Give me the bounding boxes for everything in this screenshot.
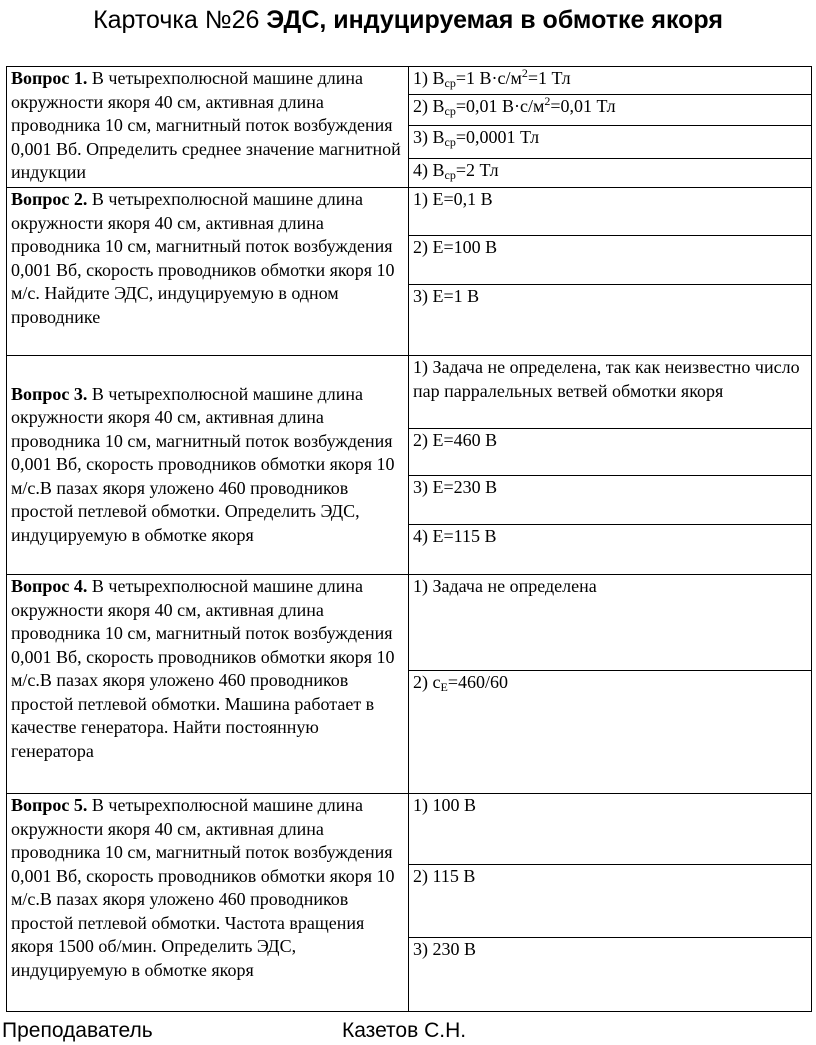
answer-option[interactable]: 1) 100 В — [409, 794, 812, 865]
answer-option[interactable]: 2) $B_{ср}=0,01$ $В\cdot с/м^2=0,01$ Тл — [409, 95, 812, 126]
question-label: Вопрос 1. — [11, 68, 88, 88]
teacher-role-label: Преподаватель — [2, 1019, 153, 1042]
answer-option[interactable]: 4) $B_{ср}=2$ Тл — [409, 159, 812, 188]
question-text: В четырехполюсной машине длина окружности якоря 40 см, активная длина проводника 10 см, магнитный поток возбуждения 0,001 Вб, скорость проводников обмотки якоря 10 м/с.В пазах якоря уложено 460 проводников простой петлевой обмотки. Частота вращения якоря 1500 об/мин. Определить ЭДС, индуцируемую в обмотке якоря — [11, 795, 395, 980]
question-label: Вопрос 4. — [11, 576, 88, 596]
answer-option[interactable]: 2) $c_E=460/60$ — [409, 671, 812, 794]
question-cell — [7, 67, 409, 188]
table-row — [7, 794, 812, 865]
answer-option[interactable]: 1) $B_{ср}=1$ $В\cdot с/м^2=1$ Тл — [409, 67, 812, 95]
question-label: Вопрос 5. — [11, 795, 88, 815]
answer-option[interactable]: 1) Задача не определена — [409, 575, 812, 671]
answer-option[interactable]: 1) Задача не определена, так как неизвестно число пар парралельных ветвей обмотки якоря — [409, 356, 812, 429]
question-table — [6, 66, 812, 1012]
question-text: В четырехполюсной машине длина окружности якоря 40 см, активная длина проводника 10 см, магнитный поток возбуждения 0,001 Вб, скорость проводников обмотки якоря 10 м/с. Найдите ЭДС, индуцируемую в одном проводнике — [11, 189, 395, 327]
answer-option[interactable]: 2) 115 В — [409, 865, 812, 938]
title-topic: ЭДС, индуцируемая в обмотке якоря — [266, 6, 723, 34]
question-cell — [7, 575, 409, 794]
question-label: Вопрос 2. — [11, 189, 88, 209]
title-prefix: Карточка №26 — [93, 6, 267, 34]
table-row — [7, 356, 812, 429]
answer-option[interactable]: 3) E=1 B — [409, 285, 812, 356]
question-text: В четырехполюсной машине длина окружности якоря 40 см, активная длина проводника 10 см, магнитный поток возбуждения 0,001 Вб, скорость проводников обмотки якоря 10 м/с.В пазах якоря уложено 460 проводников простой петлевой обмотки. Определить ЭДС, индуцируемую в обмотке якоря — [11, 383, 395, 545]
answer-option[interactable]: 2) E=100 B — [409, 236, 812, 285]
question-cell — [7, 356, 409, 575]
question-cell — [7, 188, 409, 356]
answer-option[interactable]: 3) 230 В — [409, 938, 812, 1012]
answer-option[interactable]: 3) $B_{ср}=0,0001$ Тл — [409, 126, 812, 159]
answer-option[interactable]: 3) E=230 B — [409, 476, 812, 525]
table-row — [7, 575, 812, 671]
question-text: В четырехполюсной машине длина окружности якоря 40 см, активная длина проводника 10 см, магнитный поток возбуждения 0,001 Вб, скорость проводников обмотки якоря 10 м/с.В пазах якоря уложено 460 проводников простой петлевой обмотки. Машина работает в качестве генератора. Найти постоянную генератора — [11, 576, 395, 761]
teacher-name: Казетов С.Н. — [342, 1019, 467, 1042]
table-row — [7, 67, 812, 95]
answer-option[interactable]: 1) E=0,1 B — [409, 188, 812, 236]
question-label: Вопрос 3. — [11, 383, 88, 404]
table-row — [7, 188, 812, 236]
answer-option[interactable]: 2) E=460 B — [409, 429, 812, 476]
answer-option[interactable]: 4) E=115 B — [409, 525, 812, 575]
page-title — [0, 6, 816, 34]
question-text: В четырехполюсной машине длина окружности якоря 40 см, активная длина проводника 10 см, магнитный поток возбуждения 0,001 Вб. Определить среднее значение магнитной индукции — [11, 68, 401, 182]
question-cell — [7, 794, 409, 1012]
